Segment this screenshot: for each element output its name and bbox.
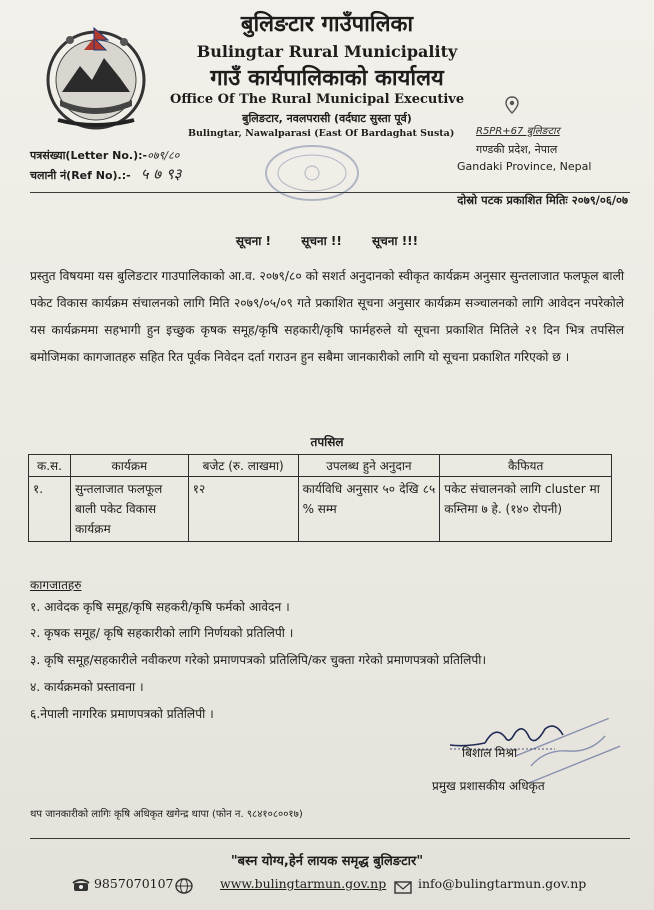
document-item: २. कृषक समूह/ कृषि सहकारीको लागि निर्णयको प्रतिलिपी । — [30, 626, 294, 640]
municipality-title-np: बुलिङटार गाउँपालिका — [240, 12, 414, 37]
column-header: कैफियत — [440, 455, 612, 477]
notice-label-3: सूचना !!! — [372, 234, 419, 248]
table-cell-budget: १२ — [188, 477, 298, 542]
contact-note: थप जानकारीको लागिः कृषि अधिकृत खगेन्द्र थापा (फोन न. ९८४१०८००१७) — [30, 809, 303, 820]
program-table — [28, 454, 612, 542]
phone-number: 9857070107 — [93, 876, 174, 891]
letter-no-value: ०७९/८० — [147, 149, 180, 162]
notice-label-1: सूचना ! — [235, 234, 272, 248]
ref-no-label: चलानी नं(Ref No).:- — [30, 169, 131, 182]
footer-divider — [30, 838, 630, 839]
table-cell-remarks: पकेट संचालनको लागि cluster मा कम्तिमा ७ हे. (१४० रोपनी) — [440, 477, 612, 542]
document-item: १. आवेदक कृषि समूह/कृषि सहकरी/कृषि फर्मको आवेदन । — [30, 600, 290, 614]
column-header: उपलब्ध हुने अनुदान — [298, 455, 440, 477]
letter-no-label: पत्रसंख्या(Letter No.):- — [30, 149, 148, 162]
table-header-row — [29, 455, 612, 477]
documents-title: कागजातहरु — [30, 578, 82, 592]
column-header: कार्यक्रम — [70, 455, 188, 477]
office-title-en: Office Of The Rural Municipal Executive — [170, 92, 465, 107]
globe-icon-wrap — [174, 875, 194, 895]
signatory-name: बिशाल मिश्रा — [462, 746, 518, 760]
notice-body: प्रस्तुत विषयमा यस बुलिङटार गाउपालिकाको आ.व. २०७९/८० को सशर्त अनुदानको स्वीकृत कार्यक्रम अनुसार सुन्तलाजात फलफूल बाली पकेट विकास कार्यक्रम संचालनको लागि मिति २०७९/०५/०९ गते प्रकाशित सूचना अनुसार कार्यक्रम सञ्चालनको लागि आवेदन नपरेकोले यस कार्यक्रममा सहभागी हुन इच्छुक कृषक समूह/कृषि सहकारी/कृषि फार्महरुले यो सूचना प्रकाशित मितिले २१ दिन भित्र तपसिल बमोजिमका कागजातहरु सहित रित पूर्वक निवेदन दर्ता गराउन हुन सबैमा जानकारीको लागि यो सूचना प्रकाशित गरिएको छ । — [30, 269, 624, 364]
reference-number — [30, 164, 181, 184]
signatory-title: प्रमुख प्रशासकीय अधिकृत — [432, 779, 545, 793]
notice-heading — [30, 232, 624, 249]
table-caption: तपसिल — [310, 435, 344, 449]
location-pin-icon — [505, 96, 519, 114]
letter-number — [30, 148, 179, 163]
email-link[interactable]: info@bulingtarmun.gov.np — [418, 876, 587, 891]
website-link[interactable]: www.bulingtarmun.gov.np — [220, 876, 387, 891]
address-np: बुलिङटार, नवलपरासी (वर्दघाट सुस्ता पूर्व) — [242, 112, 412, 125]
municipality-title-en: Bulingtar Rural Municipality — [196, 42, 458, 61]
footer-phone — [72, 876, 174, 892]
slogan: "बस्न योग्य,हेर्न लायक समृद्ध बुलिङटार" — [230, 854, 424, 869]
globe-icon — [174, 877, 194, 895]
column-header: क.स. — [29, 455, 71, 477]
province-np: गण्डकी प्रदेश, नेपाल — [476, 143, 558, 156]
plus-code: R5PR+67 बुलिङटार — [476, 126, 560, 137]
document-item: ६.नेपाली नागरिक प्रमाणपत्रको प्रतिलिपी । — [30, 707, 214, 721]
address-en: Bulingtar, Nawalparasi (East Of Bardaghat Susta) — [188, 128, 455, 139]
email-icon-wrap — [394, 876, 412, 895]
publish-date: दोस्रो पटक प्रकाशित मितिः २०७९/०६/०७ — [457, 193, 628, 207]
table-cell-sn: १. — [29, 477, 71, 542]
table-cell-grant: कार्यविधि अनुसार ५० देखि ८५ % सम्म — [298, 477, 440, 542]
table-row — [29, 477, 612, 542]
table-cell-program: सुन्तलाजात फलफूल बाली पकेट विकास कार्यक्रम — [70, 477, 188, 542]
telephone-icon — [72, 878, 90, 892]
notice-label-2: सूचना !! — [301, 234, 342, 248]
document-item: ३. कृषि समूह/सहकारीले नवीकरण गरेको प्रमाणपत्रको प्रतिलिपि/कर चुक्ता गरेको प्रमाणपत्रको प्रतिलिपी। — [30, 653, 487, 667]
email-icon — [394, 879, 412, 895]
document-item: ४. कार्यक्रमको प्रस्तावना । — [30, 680, 144, 694]
province-en: Gandaki Province, Nepal — [457, 160, 592, 173]
office-title-np: गाउँ कार्यपालिकाको कार्यालय — [210, 66, 444, 91]
ref-no-value: ५ ७ ९३ — [140, 165, 182, 183]
column-header: बजेट (रु. लाखमा) — [188, 455, 298, 477]
